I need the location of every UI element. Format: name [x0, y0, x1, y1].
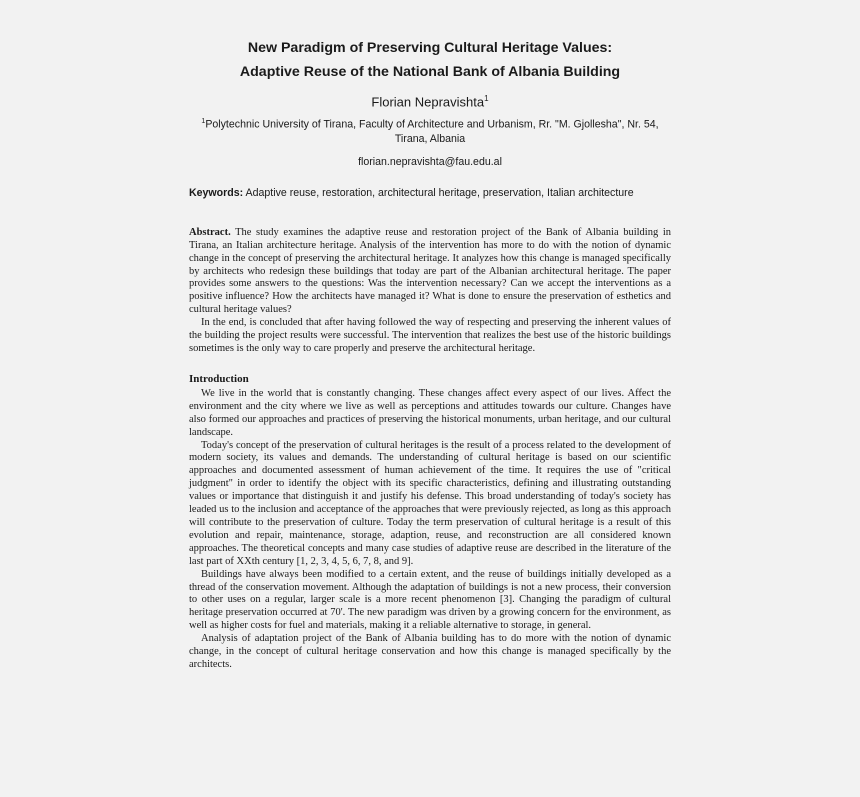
- keywords: [189, 186, 671, 200]
- intro-paragraph-3: Buildings have always been modified to a certain extent, and the reuse of buildings initially developed as a thread of the conservation movement. Although the adaptation of buildings is not a new process, their conversion to other uses on a regular, larger scale is a more recent phenomenon [3]. Changing the paradigm of cultural heritage preservation occurred at 70'. The new paradigm was driven by a growing concern for the environment, as well as higher costs for fuel and materials, making it a reliable alternative to storage, in general.: [189, 568, 671, 632]
- abstract-section: [189, 227, 671, 356]
- author-line: [189, 90, 671, 111]
- text-column: [189, 36, 671, 672]
- author-superscript: 1: [484, 94, 489, 103]
- title-line-1: New Paradigm of Preserving Cultural Heritage Values:: [247, 40, 613, 56]
- introduction-heading: Introduction: [189, 372, 249, 385]
- affiliation: [189, 115, 671, 146]
- author-name: Florian Nepravishta: [371, 94, 485, 110]
- abstract-paragraph-1: [189, 227, 671, 317]
- abstract-text-1: The study examines the adaptive reuse and restoration project of the Bank of Albania building in Tirana, an Italian architecture heritage. Analysis of the intervention has more to do with the notion of dynamic change in the concept of preserving the architectural heritage. It analyzes how this change is managed specifically by architects who redesign these buildings that today are part of the Albanian architectural heritage. The paper provides some answers to the questions: Was the intervention necessary? Can we accept the interventions as a positive influence? How the architects have managed it? What is done to ensure the preservation of esthetics and cultural heritage values?: [189, 226, 671, 316]
- title-line-2: Adaptive Reuse of the National Bank of Albania Building: [239, 64, 621, 80]
- intro-paragraph-1: We live in the world that is constantly changing. These changes affect every aspect of our lives. Affect the environment and the city where we live as well as perceptions and attitudes towards our culture. Changes have also formed our approaches and practices of preserving the historical monuments, urban heritage, and our cultural landscape.: [189, 387, 671, 438]
- paper-title: [189, 36, 671, 84]
- author-email: florian.nepravishta@fau.edu.al: [358, 155, 502, 168]
- affiliation-text: Polytechnic University of Tirana, Faculty of Architecture and Urbanism, Rr. "M. Gjollesha", Nr. 54, Tirana, Albania: [205, 118, 659, 145]
- keywords-label: Keywords:: [189, 186, 244, 199]
- keywords-text: Adaptive reuse, restoration, architectural heritage, preservation, Italian architecture: [245, 186, 634, 199]
- intro-paragraph-4: Analysis of adaptation project of the Bank of Albania building has to do more with the notion of dynamic change, in the concept of cultural heritage conservation and how this change is managed specifically by the architects.: [189, 633, 671, 670]
- intro-paragraph-2: Today's concept of the preservation of cultural heritages is the result of a process related to the development of modern society, its values and demands. The understanding of cultural heritage is based on our scientific approaches and documented assessment of human achievement of the time. It requires the use of "critical judgment" in order to identify the object with its specific characteristics, defining and illustrating outstanding values or importance that distinguish it and justify his defense. This broad understanding of today's society has leaded us to the inclusion and acceptance of the approaches that were previously rejected, as long as this approach will contribute to the preservation of culture. Today the term preservation of cultural heritage is a result of this evolution and repair, maintenance, storage, adaption, reuse, and reconstruction are all considered known approaches. The theoretical concepts and many case studies of adaptive reuse are described in the literature of the last part of XXth century [1, 2, 3, 4, 5, 6, 7, 8, and 9].: [189, 439, 671, 567]
- abstract-paragraph-2: In the end, is concluded that after having followed the way of respecting and preserving the inherent values of the building the project results were successful. The intervention that realizes the best use of the historic buildings sometimes is the only way to care properly and preserve the architectural heritage.: [189, 317, 671, 355]
- abstract-label: Abstract.: [189, 226, 231, 238]
- affiliation-superscript: 1: [201, 118, 206, 126]
